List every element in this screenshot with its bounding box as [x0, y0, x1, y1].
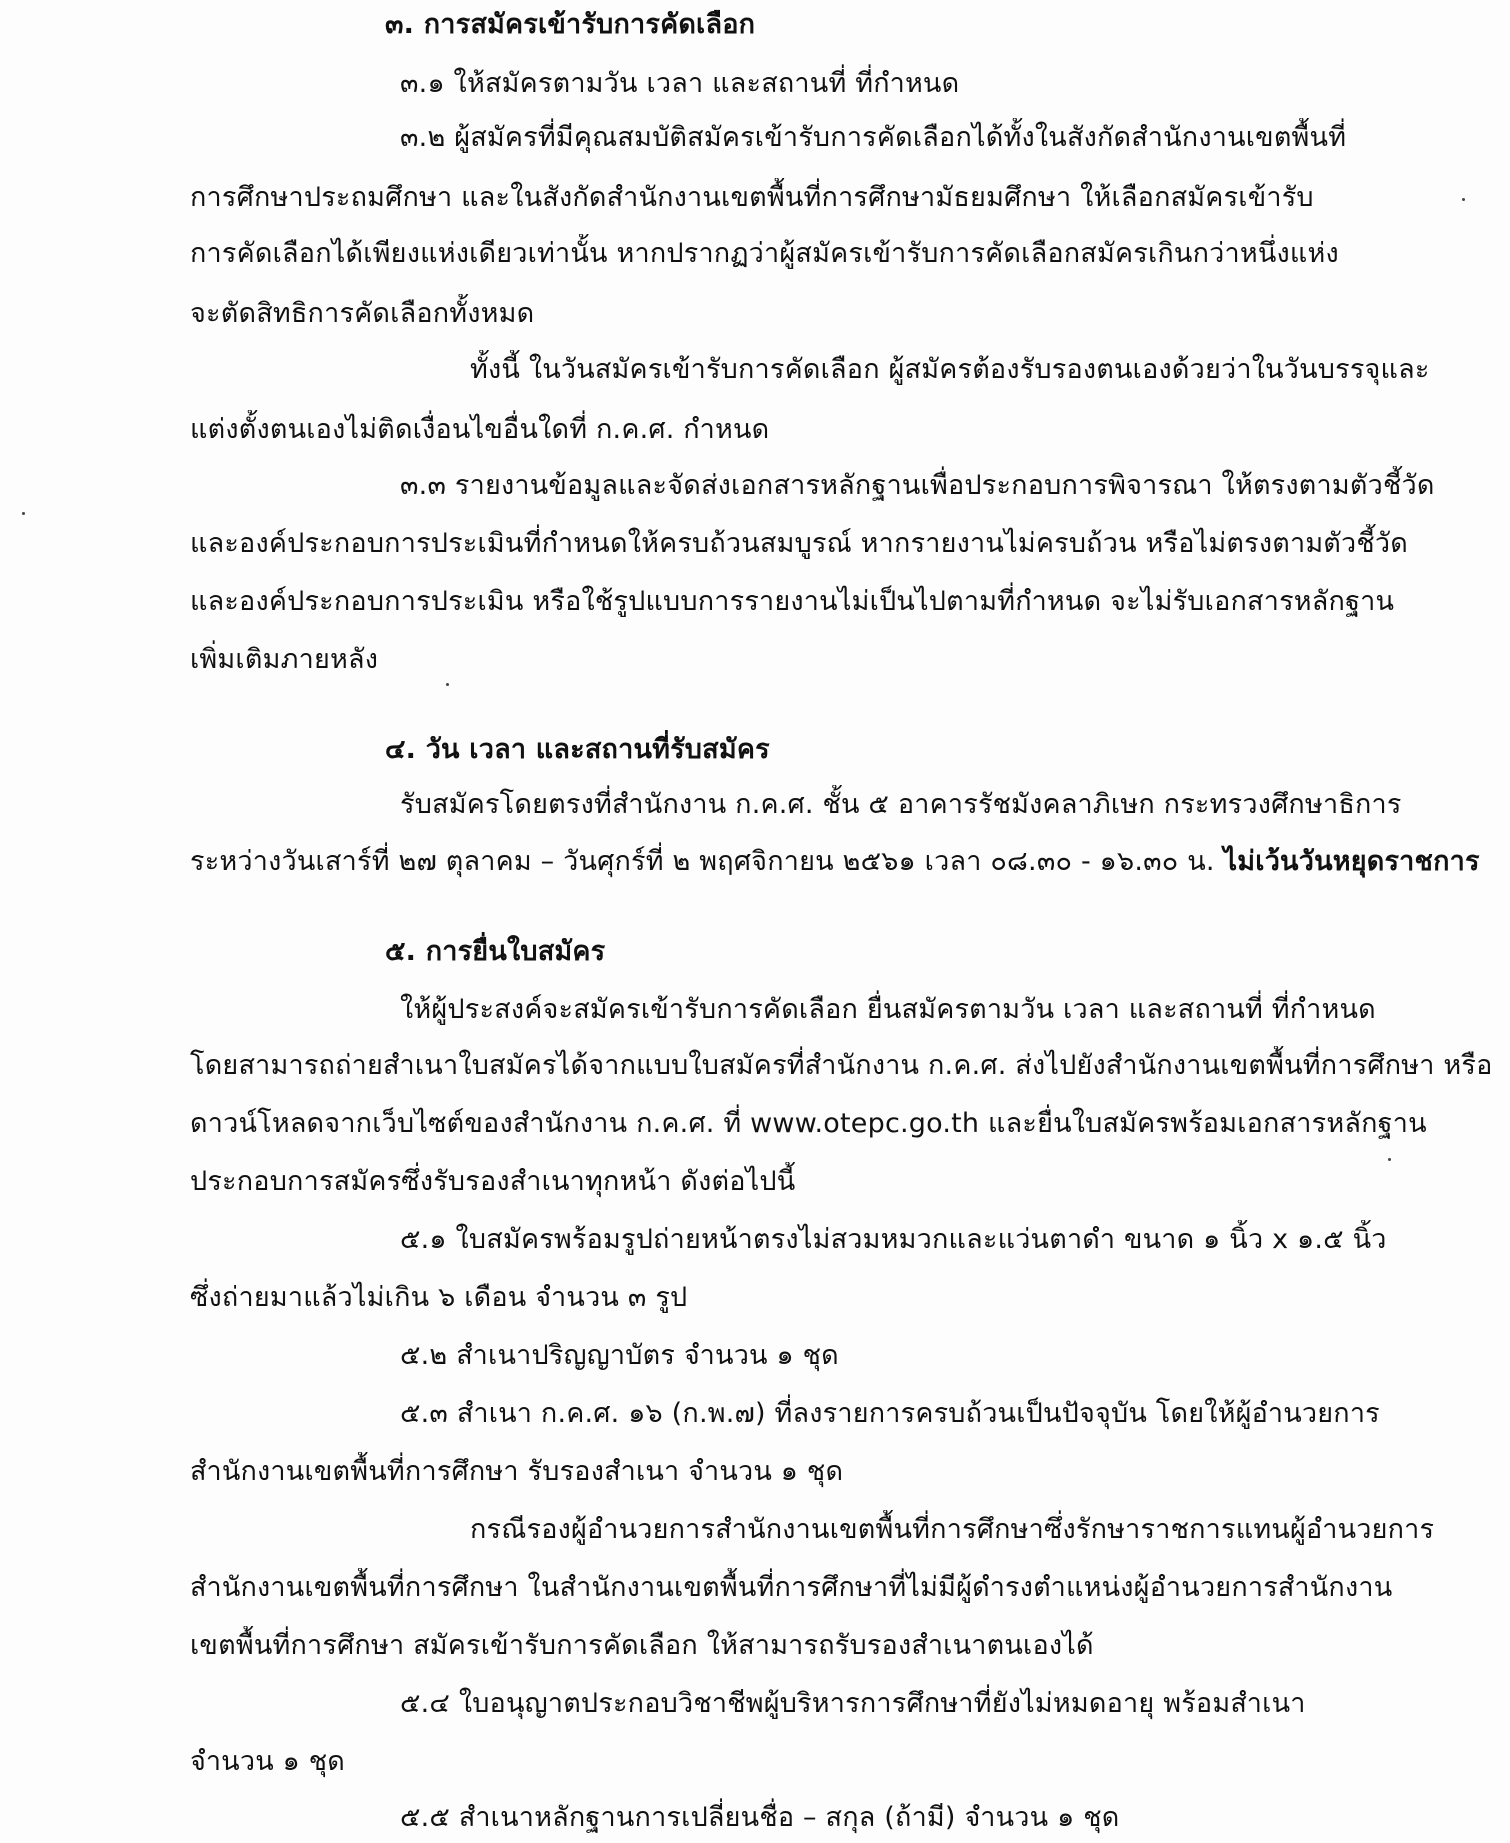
section-5-intro-line-2: โดยสามารถถ่ายสำเนาใบสมัครได้จากแบบใบสมัครที่สำนักงาน ก.ค.ศ. ส่งไปยังสำนักงานเขตพื้นที่การศึกษา หรือ [190, 1050, 1493, 1081]
case-note-line-2: สำนักงานเขตพื้นที่การศึกษา ในสำนักงานเขตพื้นที่การศึกษาที่ไม่มีผู้ดำรงตำแหน่งผู้อำนวยการสำนักงาน [190, 1572, 1393, 1603]
note-line-1: ทั้งนี้ ในวันสมัครเข้ารับการคัดเลือก ผู้สมัครต้องรับรองตนเองด้วยว่าในวันบรรจุและ [470, 354, 1430, 385]
item-5-3-line-1: ๕.๓ สำเนา ก.ค.ศ. ๑๖ (ก.พ.๗) ที่ลงรายการครบถ้วนเป็นปัจจุบัน โดยให้ผู้อำนวยการ [400, 1398, 1380, 1429]
section-4-line-1: รับสมัครโดยตรงที่สำนักงาน ก.ค.ศ. ชั้น ๕ อาคารรัชมังคลาภิเษก กระทรวงศึกษาธิการ [400, 789, 1402, 820]
item-5-1-line-2: ซึ่งถ่ายมาแล้วไม่เกิน ๖ เดือน จำนวน ๓ รูป [190, 1282, 688, 1313]
scan-speck [446, 683, 449, 686]
note-line-2: แต่งตั้งตนเองไม่ติดเงื่อนไขอื่นใดที่ ก.ค.ศ. กำหนด [190, 414, 770, 445]
item-5-4-line-1: ๕.๔ ใบอนุญาตประกอบวิชาชีพผู้บริหารการศึกษาที่ยังไม่หมดอายุ พร้อมสำเนา [400, 1688, 1306, 1719]
item-5-2: ๕.๒ สำเนาปริญญาบัตร จำนวน ๑ ชุด [400, 1340, 839, 1371]
section-5-intro-line-1: ให้ผู้ประสงค์จะสมัครเข้ารับการคัดเลือก ยื่นสมัครตามวัน เวลา และสถานที่ ที่กำหนด [400, 994, 1376, 1025]
item-3-3-line-4: เพิ่มเติมภายหลัง [190, 644, 379, 675]
item-3-2-line-3: การคัดเลือกได้เพียงแห่งเดียวเท่านั้น หากปรากฏว่าผู้สมัครเข้ารับการคัดเลือกสมัครเกินกว่าหนึ่งแห่ง [190, 238, 1339, 269]
item-3-3-line-2: และองค์ประกอบการประเมินที่กำหนดให้ครบถ้วนสมบูรณ์ หากรายงานไม่ครบถ้วน หรือไม่ตรงตามตัวชี้วัด [190, 528, 1409, 559]
item-3-2-line-4: จะตัดสิทธิการคัดเลือกทั้งหมด [190, 298, 535, 329]
case-note-line-1: กรณีรองผู้อำนวยการสำนักงานเขตพื้นที่การศึกษาซึ่งรักษาราชการแทนผู้อำนวยการ [470, 1514, 1435, 1545]
scan-speck [1388, 1158, 1391, 1161]
section-5-heading: ๕. การยื่นใบสมัคร [385, 936, 606, 967]
section-5-intro-line-4: ประกอบการสมัครซึ่งรับรองสำเนาทุกหน้า ดังต่อไปนี้ [190, 1166, 796, 1197]
section-5-intro-line-3: ดาวน์โหลดจากเว็บไซต์ของสำนักงาน ก.ค.ศ. ที่ www.otepc.go.th และยื่นใบสมัครพร้อมเอกสารหลักฐาน [190, 1108, 1427, 1139]
section-4-line-2 [190, 842, 1480, 882]
case-note-line-3: เขตพื้นที่การศึกษา สมัครเข้ารับการคัดเลือก ให้สามารถรับรองสำเนาตนเองได้ [190, 1630, 1094, 1661]
item-5-1-line-1: ๕.๑ ใบสมัครพร้อมรูปถ่ายหน้าตรงไม่สวมหมวกและแว่นตาดำ ขนาด ๑ นิ้ว x ๑.๕ นิ้ว [400, 1224, 1387, 1255]
item-3-2-line-2: การศึกษาประถมศึกษา และในสังกัดสำนักงานเขตพื้นที่การศึกษามัธยมศึกษา ให้เลือกสมัครเข้ารับ [190, 182, 1314, 213]
section-3-heading: ๓. การสมัครเข้ารับการคัดเลือก [385, 9, 756, 40]
item-3-3-line-3: และองค์ประกอบการประเมิน หรือใช้รูปแบบการรายงานไม่เป็นไปตามที่กำหนด จะไม่รับเอกสารหลักฐาน [190, 586, 1395, 617]
section-4-dates: ระหว่างวันเสาร์ที่ ๒๗ ตุลาคม – วันศุกร์ที่ ๒ พฤศจิกายน ๒๕๖๑ เวลา ๐๘.๓๐ - ๑๖.๓๐ น. [190, 846, 1224, 877]
section-4-heading: ๔. วัน เวลา และสถานที่รับสมัคร [385, 734, 770, 765]
section-4-holiday-note: ไม่เว้นวันหยุดราชการ [1223, 846, 1480, 877]
item-5-4-line-2: จำนวน ๑ ชุด [190, 1746, 346, 1777]
item-3-3-line-1: ๓.๓ รายงานข้อมูลและจัดส่งเอกสารหลักฐานเพื่อประกอบการพิจารณา ให้ตรงตามตัวชี้วัด [400, 470, 1435, 501]
item-3-1: ๓.๑ ให้สมัครตามวัน เวลา และสถานที่ ที่กำหนด [400, 68, 960, 99]
scan-speck [22, 512, 25, 515]
item-5-5: ๕.๕ สำเนาหลักฐานการเปลี่ยนชื่อ – สกุล (ถ้ามี) จำนวน ๑ ชุด [400, 1802, 1120, 1833]
scan-speck [1462, 198, 1465, 201]
item-3-2-line-1: ๓.๒ ผู้สมัครที่มีคุณสมบัติสมัครเข้ารับการคัดเลือกได้ทั้งในสังกัดสำนักงานเขตพื้นที่ [400, 122, 1347, 153]
item-5-3-line-2: สำนักงานเขตพื้นที่การศึกษา รับรองสำเนา จำนวน ๑ ชุด [190, 1456, 844, 1487]
